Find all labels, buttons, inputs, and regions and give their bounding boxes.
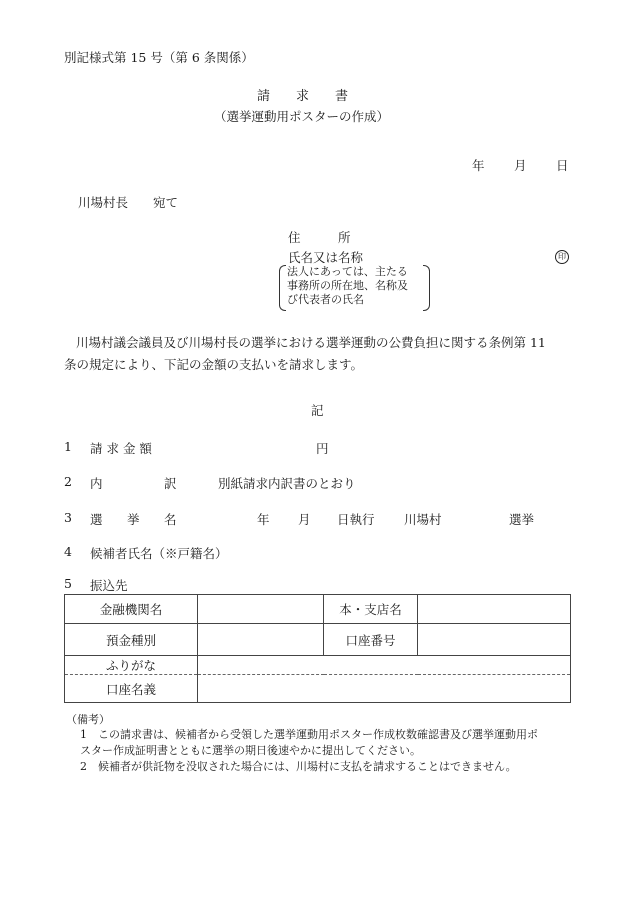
bank-account-table — [64, 594, 571, 703]
account-holder-label: 口座名義 — [65, 675, 198, 703]
addressee-suffix: 宛て — [153, 195, 179, 210]
furigana-label: ふりがな — [65, 656, 198, 675]
note-number: 1 — [80, 728, 87, 741]
address-label: 住 所 — [288, 230, 351, 245]
seal-icon: 印 — [555, 250, 569, 264]
amount-label: 請 求 金 額 — [90, 441, 152, 456]
form-number: 別記様式第 15 号（第 6 条関係） — [64, 50, 254, 65]
election-day: 日執行 — [337, 512, 375, 527]
breakdown-label: 内 — [90, 476, 103, 491]
election-village: 川場村 — [404, 512, 442, 527]
note-text: スター作成証明書とともに選挙の期日後速やかに提出してください。 — [80, 744, 421, 757]
document-title: 請 求 書 — [257, 89, 349, 104]
item-number: 5 — [64, 576, 72, 591]
item-number: 1 — [64, 439, 72, 454]
item-number: 4 — [64, 544, 72, 559]
election-label: 名 — [164, 512, 177, 527]
name-label: 氏名又は名称 — [288, 250, 364, 265]
note-text: 候補者が供託物を没収された場合には、川場村に支払を請求することはできません。 — [98, 760, 517, 773]
bank-name-field[interactable] — [198, 595, 324, 624]
note-text: この請求書は、候補者から受領した選挙運動用ポスター作成枚数確認書及び選挙運動用ポ — [98, 728, 538, 741]
account-holder-field[interactable] — [198, 675, 571, 703]
account-number-field[interactable] — [418, 624, 571, 656]
breakdown-label: 訳 — [164, 476, 177, 491]
account-number-label: 口座番号 — [324, 624, 418, 656]
election-label: 挙 — [127, 512, 140, 527]
ki-heading: 記 — [311, 403, 324, 418]
addressee-name: 川場村長 — [78, 195, 129, 210]
corporate-note — [287, 265, 408, 307]
bracket-left-icon — [279, 265, 286, 311]
note-number: 2 — [80, 760, 87, 773]
breakdown-value: 別紙請求内訳書のとおり — [218, 476, 356, 491]
amount-unit: 円 — [316, 441, 329, 456]
branch-field[interactable] — [418, 595, 571, 624]
item-number: 3 — [64, 510, 72, 525]
corporate-note-line: び代表者の氏名 — [287, 293, 364, 306]
item-number: 2 — [64, 474, 72, 489]
election-year: 年 — [257, 512, 270, 527]
candidate-label: 候補者氏名（※戸籍名） — [90, 546, 228, 561]
corporate-note-line: 事務所の所在地、名称及 — [287, 279, 408, 292]
bracket-right-icon — [423, 265, 430, 311]
election-label: 選 — [90, 512, 103, 527]
branch-label: 本・支店名 — [324, 595, 418, 624]
bank-name-label: 金融機関名 — [65, 595, 198, 624]
body-text-line: 川場村議会議員及び川場村長の選挙における選挙運動の公費負担に関する条例第 11 — [76, 335, 546, 350]
election-month: 月 — [298, 512, 311, 527]
date-day: 日 — [556, 158, 569, 173]
date-month: 月 — [514, 158, 527, 173]
transfer-label: 振込先 — [90, 578, 128, 593]
document-subtitle: （選挙運動用ポスターの作成） — [214, 109, 390, 124]
election-word: 選挙 — [509, 512, 535, 527]
date-year: 年 — [472, 158, 485, 173]
body-text-line: 条の規定により、下記の金額の支払いを請求します。 — [64, 357, 364, 372]
deposit-type-field[interactable] — [198, 624, 324, 656]
notes-heading: （備考） — [66, 713, 110, 726]
corporate-note-line: 法人にあっては、主たる — [287, 265, 408, 278]
furigana-field[interactable] — [198, 656, 571, 675]
deposit-type-label: 預金種別 — [65, 624, 198, 656]
